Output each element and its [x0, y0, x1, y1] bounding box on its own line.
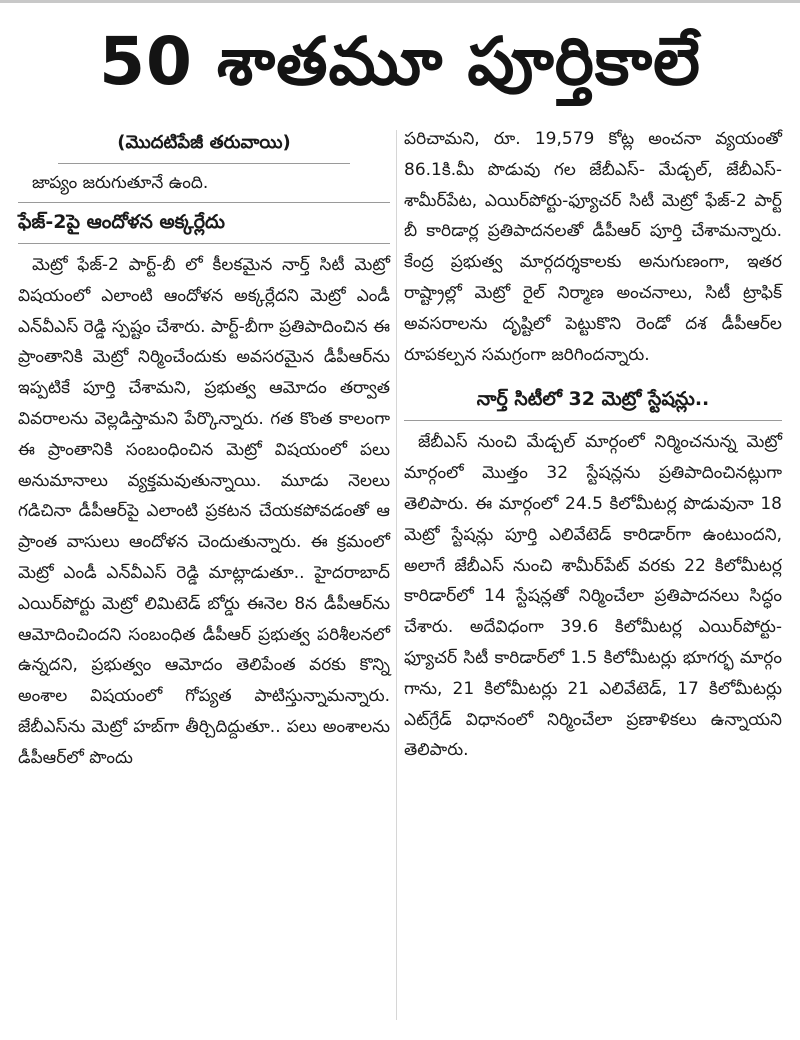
lead-line: జాప్యం జరుగుతూనే ఉంది.	[32, 173, 209, 193]
article-paragraph-3: జేబీఎస్‌ నుంచి మేడ్చల్‌ మార్గంలో నిర్మించనున్న మెట్రో మార్గంలో మొత్తం 32 స్టేషన్లను ప్రతిపాదించినట్లుగా తెలిపారు. ఈ మార్గంలో 24.5 కిలోమీటర్ల పొడువునా 18 మెట్రో స్టేషన్లు పూర్తి ఎలివేటెడ్‌ కారిడార్‌గా ఉంటుందని, అలాగే జేబీఎస్‌ నుంచి శామీర్‌పేట్‌ వరకు 22 కిలోమీటర్ల కారిడార్‌లో 14 స్టేషన్లతో నిర్మించేలా ప్రతిపాదనలు సిద్ధం చేశారు. అదేవిధంగా 39.6 కిలోమీటర్ల ఎయిర్‌పోర్టు-ఫ్యూచర్‌ సిటీ కారిడార్‌లో 1.5 కిలోమీటర్లు భూగర్భ మార్గం గాను, 21 కిలోమీటర్లు 21 ఎలివేటెడ్‌, 17 కిలోమీటర్లు ఎట్‌గ్రేడ్‌ విధానంలో నిర్మించేలా ప్రణాళికలు ఉన్నాయని తెలిపారు.	[404, 432, 782, 761]
article-paragraph-2: పరిచామని, రూ. 19,579 కోట్ల అంచనా వ్యయంతో 86.1కి.మీ పొడువు గల జేబీఎస్‌- మేడ్చల్‌, జేబీఎస్‌- శామీర్‌పేట, ఎయిర్‌పోర్టు-ఫ్యూచర్‌ సిటీ మెట్రో ఫేజ్‌-2 పార్ట్‌ బీ కారిడార్ల ప్రతిపాదనలతో డీపీఆర్‌ పూర్తి చేశామన్నారు. కేంద్ర ప్రభుత్వ మార్గదర్శకాలకు అనుగుణంగా, ఇతర రాష్ట్రాల్లో మెట్రో రైల్‌ నిర్మాణ అంచనాలు, సిటీ ట్రాఫిక్‌ అవసరాలను దృష్టిలో పెట్టుకొని రెండో దశ డీపీఆర్‌ల రూపకల్పన సమగ్రంగా జరిగిందన్నారు.	[404, 129, 782, 365]
subheading-north-city-stations: నార్త్‌ సిటీలో 32 మెట్రో స్టేషన్లు..	[404, 380, 782, 421]
article-paragraph-1: మెట్రో ఫేజ్‌-2 పార్ట్‌-బీ లో కీలకమైన నార్త్‌ సిటీ మెట్రో విషయంలో ఎలాంటి ఆందోళన అక్కర్లేదని మెట్రో ఎండీ ఎన్‌వీఎస్‌ రెడ్డి స్పష్టం చేశారు. పార్ట్‌-బీగా ప్రతిపాదించిన ఈ ప్రాంతానికి మెట్రో నిర్మించేందుకు అవసరమైన డీపీఆర్‌ను ఇప్పటికే పూర్తి చేశామని, ప్రభుత్వ ఆమోదం తర్వాత వివరాలను వెల్లడిస్తామని పేర్కొన్నారు. గత కొంత కాలంగా ఈ ప్రాంతానికి సంబంధించిన మెట్రో విషయంలో పలు అనుమానాలు వ్యక్తమవుతున్నాయి. మూడు నెలలు గడిచినా డీపీఆర్‌పై ఎలాంటి ప్రకటన చేయకపోవడంతో ఆ ప్రాంత వాసులు ఆందోళన చెందుతున్నారు. ఈ క్రమంలో మెట్రో ఎండీ ఎన్‌వీఎస్‌ రెడ్డి మాట్లాడుతూ.. హైదరాబాద్‌ ఎయిర్‌పోర్టు మెట్రో లిమిటెడ్‌ బోర్డు ఈనెల 8న డీపీఆర్‌ను ఆమోదించిందని సంబంధిత డీపీఆర్‌ ప్రభుత్వ పరిశీలనలో ఉన్నదని, ప్రభుత్వం ఆమోదం తెలిపేంత వరకు కొన్ని అంశాల విషయంలో గోప్యత పాటిస్తున్నామన్నారు. జేబీఎస్‌ను మెట్రో హబ్‌గా తీర్చిదిద్దుతూ.. పలు అంశాలను డీపీఆర్‌లో పొందు	[18, 255, 390, 768]
top-rule	[0, 0, 800, 3]
left-column	[18, 124, 390, 774]
subheading-phase-2: ఫేజ్‌-2పై ఆందోళన అక్కర్లేదు	[18, 202, 390, 244]
continuation-kicker: (మొదటిపేజీ తరువాయి)	[58, 124, 350, 164]
headline: 50 శాతమూ పూర్తికాలే	[99, 23, 701, 100]
right-column	[404, 124, 782, 766]
column-divider	[396, 130, 397, 1020]
